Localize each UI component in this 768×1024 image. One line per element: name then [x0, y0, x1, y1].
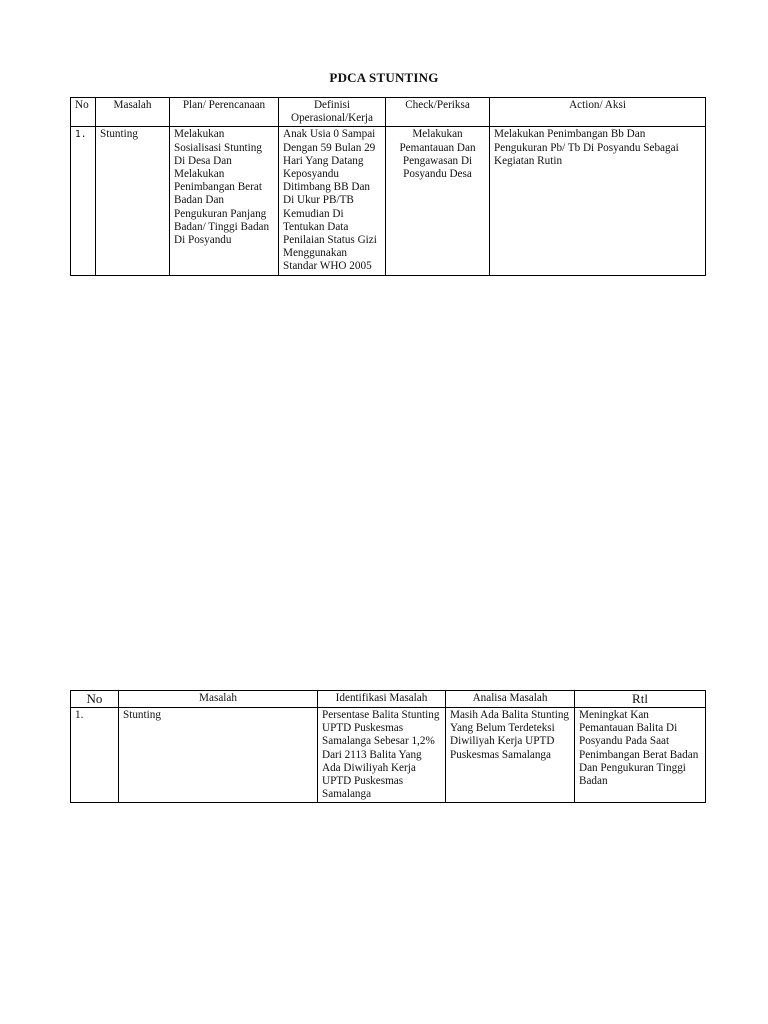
cell-analisa: Masih Ada Balita Stunting Yang Belum Terdeteksi Diwiliyah Kerja UPTD Puskesmas Samalanga: [446, 708, 575, 803]
table-row: [71, 127, 706, 275]
header-no: No: [71, 98, 96, 127]
cell-no: 1.: [71, 708, 119, 803]
document-title: PDCA STUNTING: [329, 70, 439, 85]
header-definisi: [279, 98, 386, 127]
cell-plan: Melakukan Sosialisasi Stunting Di Desa Dan Melakukan Penimbangan Berat Badan Dan Pengukuran Panjang Badan/ Tinggi Badan Di Posyandu: [170, 127, 279, 275]
header-definisi-line1: Definisi: [313, 99, 351, 111]
header-rtl: Rtl: [575, 691, 706, 708]
pdca-table: [70, 97, 706, 276]
header-masalah: Masalah: [119, 691, 318, 708]
header-plan: Plan/ Perencanaan: [170, 98, 279, 127]
analysis-table: [70, 690, 706, 803]
cell-definisi: Anak Usia 0 Sampai Dengan 59 Bulan 29 Hari Yang Datang Keposyandu Ditimbang BB Dan Di Ukur PB/TB Kemudian Di Tentukan Data Penilaian Status Gizi Menggunakan Standar WHO 2005: [279, 127, 386, 275]
cell-rtl: Meningkat Kan Pemantauan Balita Di Posyandu Pada Saat Penimbangan Berat Badan Dan Pengukuran Tinggi Badan: [575, 708, 706, 803]
header-no: No: [71, 691, 119, 708]
header-masalah: Masalah: [96, 98, 170, 127]
cell-masalah: Stunting: [96, 127, 170, 275]
header-action: Action/ Aksi: [490, 98, 706, 127]
cell-identifikasi: Persentase Balita Stunting UPTD Puskesmas Samalanga Sebesar 1,2% Dari 2113 Balita Yang Ada Diwiliyah Kerja UPTD Puskesmas Samalanga: [318, 708, 446, 803]
header-definisi-line2: Operasional/Kerja: [290, 112, 373, 125]
cell-check: Melakukan Pemantauan Dan Pengawasan Di Posyandu Desa: [386, 127, 490, 275]
header-analisa: Analisa Masalah: [446, 691, 575, 708]
cell-action: Melakukan Penimbangan Bb Dan Pengukuran Pb/ Tb Di Posyandu Sebagai Kegiatan Rutin: [490, 127, 706, 275]
table-row: [71, 708, 706, 803]
analysis-table-header-row: [71, 691, 706, 708]
cell-no: 1.: [71, 127, 96, 275]
header-check: Check/Periksa: [386, 98, 490, 127]
header-identifikasi: Identifikasi Masalah: [318, 691, 446, 708]
cell-masalah: Stunting: [119, 708, 318, 803]
pdca-table-header-row: [71, 98, 706, 127]
